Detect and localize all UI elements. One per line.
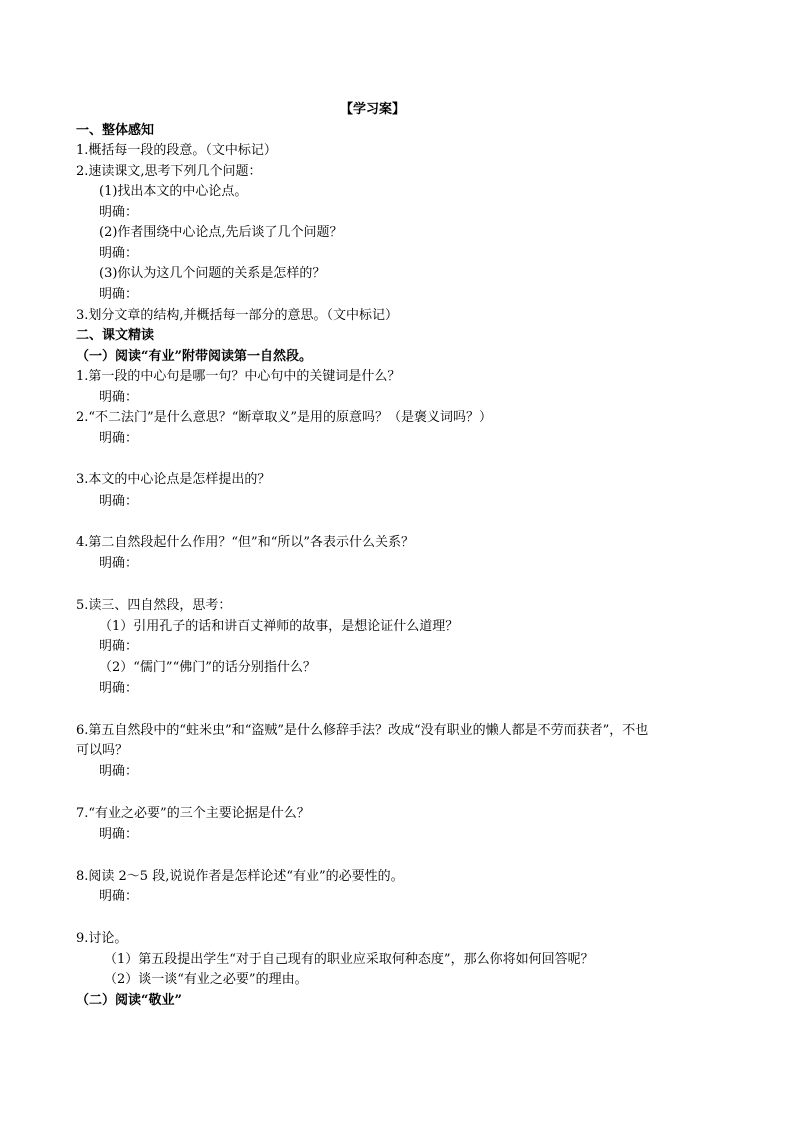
reading-question-2: 2.“不二法门”是什么意思？“断章取义”是用的原意吗？（是褒义词吗？） — [76, 410, 492, 425]
question-2-3: (3)你认为这几个问题的关系是怎样的？ — [99, 266, 326, 281]
question-2: 2.速读课文,思考下列几个问题： — [76, 164, 262, 179]
page-title: 【学习案】 — [340, 102, 406, 117]
section-heading-overall: 一、整体感知 — [76, 123, 155, 138]
reading-question-6: 6.第五自然段中的“蛀米虫”和“盗贼”是什么修辞手法？改成“没有职业的懒人都是不劳而获者”，不也 — [76, 723, 649, 738]
reading-question-5: 5.读三、四自然段，思考： — [76, 598, 232, 613]
reading-question-9: 9.讨论。 — [76, 931, 128, 946]
reading-question-3: 3.本文的中心论点是怎样提出的？ — [76, 472, 271, 487]
reading-question-5-1: （1）引用孔子的话和讲百丈禅师的故事，是想论证什么道理？ — [99, 619, 459, 634]
subsection-heading-youye: （一）阅读“有业”附带阅读第一自然段。 — [76, 349, 312, 364]
answer-label: 明确： — [99, 287, 139, 302]
answer-label: 明确： — [99, 246, 139, 261]
reading-question-7: 7.“有业之必要”的三个主要论据是什么？ — [76, 806, 310, 821]
section-heading-close-reading: 二、课文精读 — [76, 328, 155, 343]
answer-label: 明确： — [99, 681, 139, 696]
subsection-heading-jingye: （二）阅读“敬业” — [76, 993, 182, 1008]
answer-label: 明确： — [99, 494, 139, 509]
answer-label: 明确： — [99, 764, 139, 779]
answer-label: 明确： — [99, 556, 139, 571]
answer-label: 明确： — [99, 827, 139, 842]
question-2-2: (2)作者围绕中心论点,先后谈了几个问题？ — [99, 225, 343, 240]
reading-question-4: 4.第二自然段起什么作用？“但”和“所以”各表示什么关系？ — [76, 535, 414, 550]
answer-label: 明确： — [99, 889, 139, 904]
question-3: 3.划分文章的结构,并概括每一部分的意思。（文中标记） — [76, 308, 399, 323]
answer-label: 明确： — [99, 639, 139, 654]
reading-question-1: 1.第一段的中心句是哪一句？中心句中的关键词是什么？ — [76, 369, 401, 384]
reading-question-9-2: （2）谈一谈“有业之必要”的理由。 — [104, 972, 308, 987]
answer-label: 明确： — [99, 390, 139, 405]
reading-question-5-2: （2）“儒门”“佛门”的话分别指什么？ — [99, 660, 316, 675]
reading-question-8: 8.阅读 2～5 段,说说作者是怎样论述“有业”的必要性的。 — [76, 869, 404, 884]
reading-question-6-cont: 可以吗？ — [76, 743, 129, 758]
question-2-1: (1)找出本文的中心论点。 — [99, 184, 248, 199]
reading-question-9-1: （1）第五段提出学生“对于自己现有的职业应采取何种态度”，那么你将如何回答呢？ — [104, 952, 594, 967]
answer-label: 明确： — [99, 205, 139, 220]
answer-label: 明确： — [99, 431, 139, 446]
question-1: 1.概括每一段的段意。（文中标记） — [76, 143, 277, 158]
